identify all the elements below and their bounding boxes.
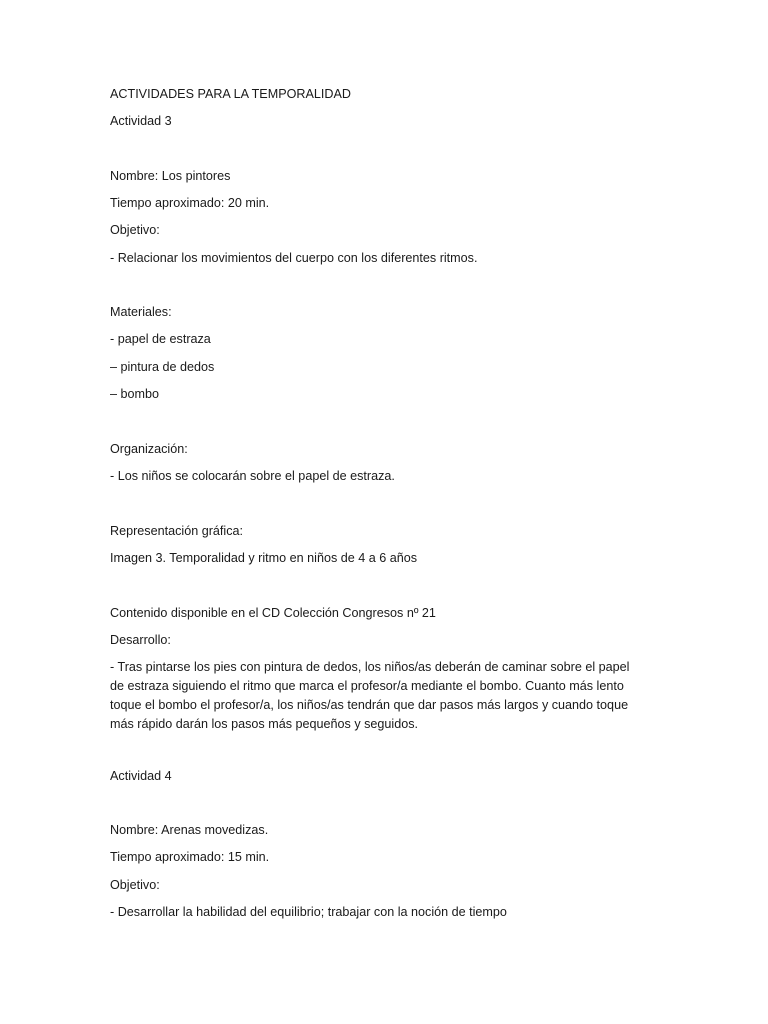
activity-3-content-note: Contenido disponible en el CD Colección Congresos nº 21 <box>110 606 436 620</box>
activity-3-organization: - Los niños se colocarán sobre el papel de estraza. <box>110 469 395 483</box>
activity-3-heading: Actividad 3 <box>110 114 172 128</box>
activity-3-name: Nombre: Los pintores <box>110 169 231 183</box>
activity-4-objective: - Desarrollar la habilidad del equilibrio; trabajar con la noción de tiempo <box>110 905 507 919</box>
development-line: - Tras pintarse los pies con pintura de dedos, los niños/as deberán de caminar sobre el papel <box>110 660 630 674</box>
activity-3-objective: - Relacionar los movimientos del cuerpo con los diferentes ritmos. <box>110 251 478 265</box>
activity-3-development-text <box>110 658 650 734</box>
material-item: - papel de estraza <box>110 332 211 346</box>
activity-4-heading: Actividad 4 <box>110 769 172 783</box>
activity-4-time: Tiempo aproximado: 15 min. <box>110 850 270 864</box>
activity-3-organization-label: Organización: <box>110 442 188 456</box>
material-item: – bombo <box>110 387 160 401</box>
document-title: ACTIVIDADES PARA LA TEMPORALIDAD <box>110 87 351 101</box>
material-item: – pintura de dedos <box>110 360 215 374</box>
activity-3-materials-label: Materiales: <box>110 305 172 319</box>
development-line: de estraza siguiendo el ritmo que marca el profesor/a mediante el bombo. Cuanto más lento <box>110 679 624 693</box>
development-line: más rápido darán los pasos más pequeños y seguidos. <box>110 717 419 731</box>
activity-3-objective-label: Objetivo: <box>110 223 160 237</box>
activity-4-objective-label: Objetivo: <box>110 878 160 892</box>
activity-4-name: Nombre: Arenas movedizas. <box>110 823 269 837</box>
activity-3-image-caption: Imagen 3. Temporalidad y ritmo en niños de 4 a 6 años <box>110 551 418 565</box>
development-line: toque el bombo el profesor/a, los niños/as tendrán que dar pasos más largos y cuando toque <box>110 698 629 712</box>
activity-3-time: Tiempo aproximado: 20 min. <box>110 196 270 210</box>
activity-3-development-label: Desarrollo: <box>110 633 171 647</box>
activity-3-graphic-label: Representación gráfica: <box>110 524 244 538</box>
